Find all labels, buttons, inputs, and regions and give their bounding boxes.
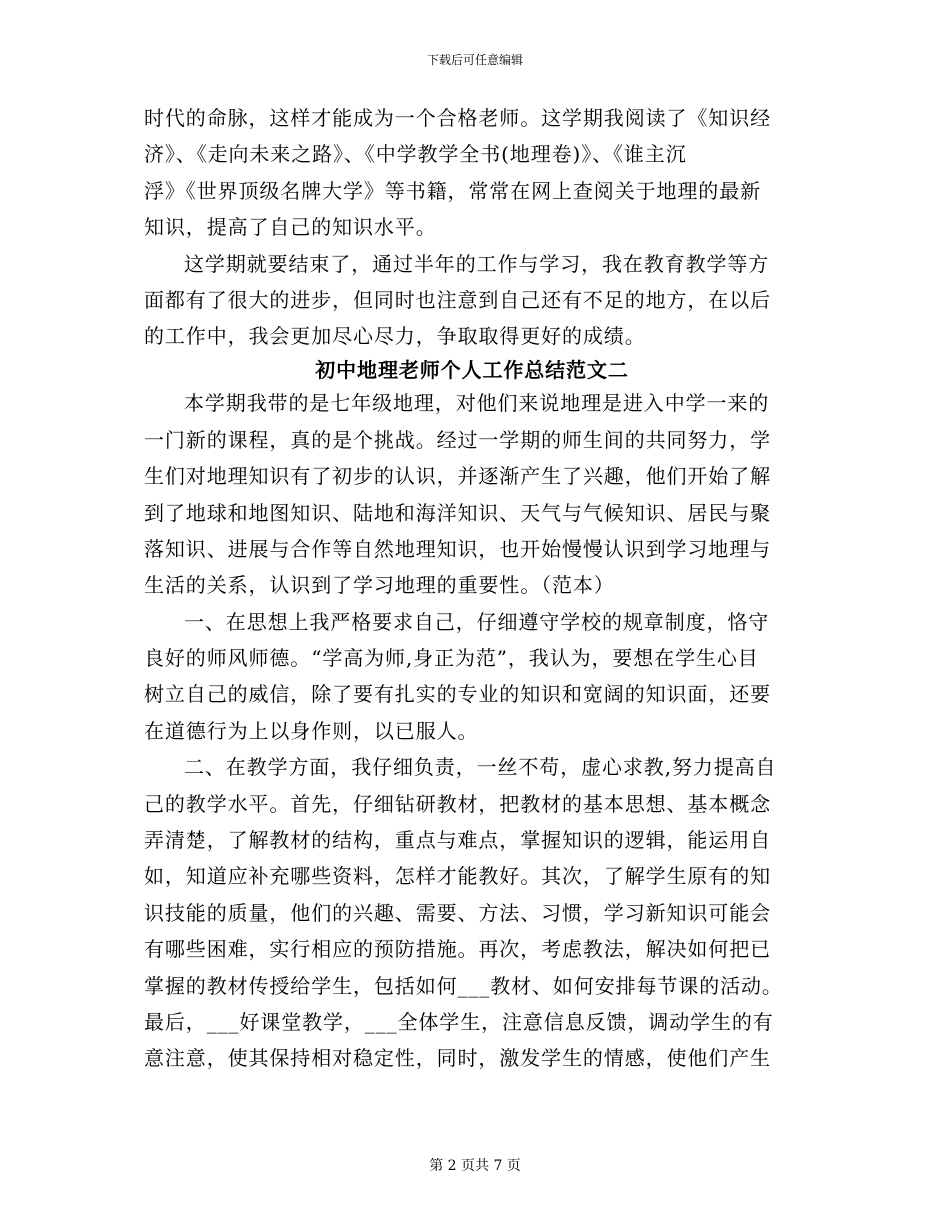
section-heading: 初中地理老师个人工作总结范文二: [315, 357, 629, 382]
body-line: 浮》《世界顶级名牌大学》等书籍，常常在网上查阅关于地理的最新: [144, 178, 761, 203]
body-line: 生活的关系，认识到了学习地理的重要性。（范本）: [144, 573, 615, 598]
body-line: 的工作中，我会更加尽心尽力，争取取得更好的成绩。: [144, 324, 646, 349]
body-line: 面都有了很大的进步，但同时也注意到自己还有不足的地方，在以后: [144, 287, 771, 312]
body-line: 一门新的课程，真的是个挑战。经过一学期的师生间的共同努力，学: [144, 427, 771, 452]
body-line: 意注意，使其保持相对稳定性，同时，激发学生的情感，使他们产生: [144, 1046, 771, 1071]
paragraph-start-line: 二、在教学方面，我仔细负责，一丝不苟，虚心求教,努力提高自: [184, 755, 777, 780]
body-line: 落知识、进展与合作等自然地理知识，也开始慢慢认识到学习地理与: [144, 536, 771, 561]
paragraph-start-line: 一、在思想上我严格要求自己，仔细遵守学校的规章制度，恪守: [184, 609, 770, 634]
body-line: 最后，___好课堂教学，___全体学生，注意信息反馈，调动学生的有: [144, 1009, 774, 1034]
body-line: 知识，提高了自己的知识水平。: [144, 215, 437, 240]
body-line: 到了地球和地图知识、陆地和海洋知识、天气与气候知识、居民与聚: [144, 500, 771, 525]
body-line: 有哪些困难，实行相应的预防措施。再次，考虑教法，解决如何把已: [144, 937, 771, 962]
page-footer: 第 2 页共 7 页: [429, 1158, 521, 1174]
body-line: 识技能的质量，他们的兴趣、需要、方法、习惯，学习新知识可能会: [144, 900, 771, 925]
body-line: 生们对地理知识有了初步的认识，并逐渐产生了兴趣，他们开始了解: [144, 464, 771, 489]
paragraph-start-line: 本学期我带的是七年级地理，对他们来说地理是进入中学一来的: [184, 391, 770, 416]
body-line: 己的教学水平。首先，仔细钻研教材，把教材的基本思想、基本概念: [144, 791, 771, 816]
document-body: [144, 108, 800, 1085]
body-line: 树立自己的威信，除了要有扎实的专业的知识和宽阔的知识面，还要: [144, 682, 771, 707]
body-line: 如，知道应补充哪些资料，怎样才能教好。其次，了解学生原有的知: [144, 864, 771, 889]
body-line: 时代的命脉，这样才能成为一个合格老师。这学期我阅读了《知识经: [144, 106, 771, 130]
body-line: 弄清楚，了解教材的结构，重点与难点，掌握知识的逻辑，能运用自: [144, 828, 771, 853]
body-line: 济》、《走向未来之路》、《中学教学全书(地理卷)》、《谁主沉: [144, 142, 687, 167]
page-header: 下载后可任意编辑: [426, 53, 523, 67]
body-line: 良好的师风师德。“学高为师,身正为范”，我认为，要想在学生心目: [144, 646, 759, 671]
body-line: 掌握的教材传授给学生，包括如何___教材、如何安排每节课的活动。: [144, 973, 783, 998]
body-line: 在道德行为上以身作则，以已服人。: [144, 718, 479, 743]
paragraph-start-line: 这学期就要结束了，通过半年的工作与学习，我在教育教学等方: [184, 251, 770, 276]
